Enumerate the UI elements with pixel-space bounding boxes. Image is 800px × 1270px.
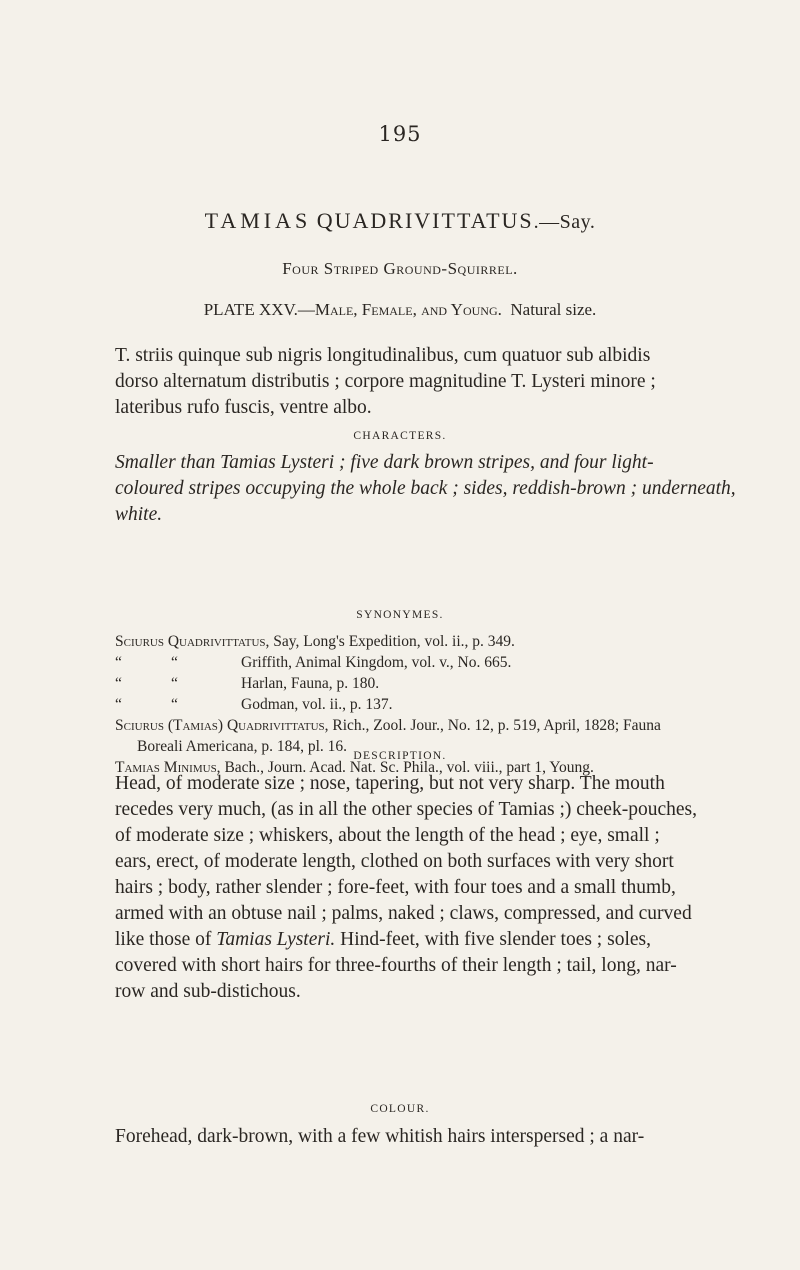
species-title — [0, 208, 800, 234]
synonym-ref: Harlan, Fauna, p. 180. — [241, 675, 380, 692]
description-fragment: like those of — [115, 929, 217, 950]
title-species: QUADRIVITTATUS — [316, 208, 534, 233]
description-line: Head, of moderate size ; nose, tapering, but not very sharp. The mouth — [115, 773, 665, 794]
ditto-mark: “ — [171, 654, 178, 671]
synonym-entry — [115, 715, 695, 736]
species-reference: Tamias Lysteri. — [216, 929, 336, 950]
ditto-mark: “ — [115, 696, 122, 713]
synonym-entry — [115, 631, 695, 652]
description-fragment: Hind-feet, with five slender toes ; soles, — [335, 929, 651, 950]
colour-heading: COLOUR. — [370, 1103, 430, 1115]
plate-subjects: Male, Female, and Young. — [314, 300, 502, 319]
plate-caption — [0, 300, 800, 320]
description-line: armed with an obtuse nail ; palms, naked ; claws, compressed, and curved — [115, 903, 692, 924]
characters-line: Smaller than Tamias Lysteri ; five dark brown stripes, and four light- — [115, 452, 654, 473]
description-line — [115, 927, 685, 953]
latin-line: T. striis quinque sub nigris longitudinalibus, cum quatuor sub albidis — [115, 345, 651, 366]
characters-line: coloured stripes occupying the whole back ; sides, reddish-brown ; underneath, — [115, 478, 736, 499]
synonym-name: Sciurus Quadrivittatus, — [115, 633, 270, 650]
characters-text — [115, 450, 736, 528]
description-line: row and sub-distichous. — [115, 981, 301, 1002]
plate-label: PLATE XXV.— — [203, 300, 315, 319]
common-name: Four Striped Ground-Squirrel. — [282, 259, 518, 278]
ditto-mark: “ — [115, 675, 122, 692]
description-line: hairs ; body, rather slender ; fore-feet, with four toes and a small thumb, — [115, 877, 676, 898]
synonym-ref: Godman, vol. ii., p. 137. — [241, 696, 393, 713]
page-number: 195 — [378, 122, 422, 146]
synonym-ref: Griffith, Animal Kingdom, vol. v., No. 665. — [241, 654, 512, 671]
synonym-ref: Bach., Journ. Acad. Nat. Sc. Phila., vol. viii., part 1, Young. — [224, 759, 594, 776]
description-line: recedes very much, (as in all the other species of Tamias ;) cheek-pouches, — [115, 799, 697, 820]
description-heading: DESCRIPTION. — [353, 750, 447, 762]
ditto-mark: “ — [171, 696, 178, 713]
synonymes-heading: SYNONYMES. — [356, 609, 444, 621]
synonym-ref: Say, Long's Expedition, vol. ii., p. 349. — [273, 633, 515, 650]
ditto-mark: “ — [115, 654, 122, 671]
description-line: of moderate size ; whiskers, about the length of the head ; eye, small ; — [115, 825, 660, 846]
title-author: .—Say. — [533, 211, 596, 233]
synonym-entry — [115, 694, 695, 715]
synonym-continuation: Boreali Americana, p. 184, pl. 16. — [137, 738, 348, 755]
latin-line: lateribus rufo fuscis, ventre albo. — [115, 397, 372, 418]
title-genus: TAMIAS — [204, 208, 312, 233]
latin-description — [115, 343, 685, 421]
synonym-name: Tamias Minimus, — [115, 759, 221, 776]
synonym-ref: Rich., Zool. Jour., No. 12, p. 519, April, 1828; Fauna — [332, 717, 661, 734]
colour-text: Forehead, dark-brown, with a few whitish hairs interspersed ; a nar- — [115, 1126, 645, 1147]
description-text — [115, 771, 697, 1005]
description-line: ears, erect, of moderate length, clothed on both surfaces with very short — [115, 851, 674, 872]
description-line: covered with short hairs for three-fourths of their length ; tail, long, nar- — [115, 955, 677, 976]
characters-heading: CHARACTERS. — [353, 430, 447, 442]
synonym-entry — [115, 673, 695, 694]
latin-line: dorso alternatum distributis ; corpore magnitudine T. Lysteri minore ; — [115, 371, 656, 392]
synonym-name: Sciurus (Tamias) Quadrivittatus, — [115, 717, 329, 734]
ditto-mark: “ — [171, 675, 178, 692]
synonym-entry — [115, 652, 695, 673]
plate-size: Natural size. — [510, 300, 597, 319]
characters-line: white. — [115, 504, 163, 525]
